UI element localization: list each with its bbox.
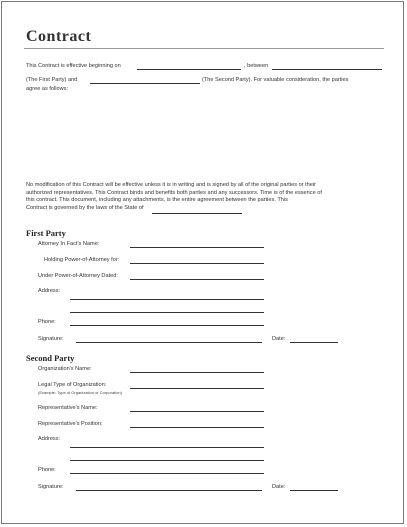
rep-name-field[interactable] <box>130 411 264 412</box>
poa-dated-label: Under Power-of-Attorney Dated: <box>38 273 118 279</box>
modification-line: Contract is governed by the laws of the State of <box>26 204 144 211</box>
holding-poa-label: Holding Power-of-Attorney for: <box>44 257 120 263</box>
first-signature-field[interactable] <box>76 342 262 343</box>
first-party-heading: First Party <box>26 228 66 238</box>
org-name-label: Organization's Name: <box>38 366 92 372</box>
second-signature-label: Signature: <box>38 484 64 490</box>
second-party-name-blank[interactable] <box>90 83 200 84</box>
title-divider <box>24 48 384 49</box>
first-date-label: Date: <box>272 336 286 342</box>
second-address-field-1[interactable] <box>70 447 264 448</box>
second-phone-field[interactable] <box>70 473 264 474</box>
first-date-field[interactable] <box>290 342 338 343</box>
attorney-name-label: Attorney In Fact's Name: <box>38 241 100 247</box>
page-title: Contract <box>26 28 92 45</box>
second-signature-field[interactable] <box>76 490 262 491</box>
rep-position-label: Representative's Position: <box>38 421 103 427</box>
intro-line1-start: This Contract is effective beginning on <box>26 63 121 69</box>
governing-state-blank[interactable] <box>152 213 242 214</box>
holding-poa-field[interactable] <box>130 263 264 264</box>
intro-line3: agree as follows: <box>26 86 68 92</box>
org-name-field[interactable] <box>130 372 264 373</box>
rep-name-label: Representative's Name: <box>38 405 98 411</box>
intro-line2-start: (The First Party) and <box>26 77 78 83</box>
second-party-heading: Second Party <box>26 353 75 363</box>
intro-line2-end: (The Second Party). For valuable consideration, the parties <box>202 77 349 83</box>
org-type-field[interactable] <box>130 388 264 389</box>
first-address-field-2[interactable] <box>70 312 264 313</box>
first-phone-label: Phone: <box>38 319 56 325</box>
effective-date-blank[interactable] <box>137 69 241 70</box>
modification-paragraph <box>26 182 381 212</box>
org-type-note: (Example: Type of Organization or Corporation) <box>38 390 122 395</box>
modification-line: No modification of this Contract will be effective unless it is in writing and is signed by all of the original parties or their <box>26 182 316 188</box>
first-signature-label: Signature: <box>38 336 64 342</box>
second-date-field[interactable] <box>290 490 338 491</box>
poa-dated-field[interactable] <box>130 279 264 280</box>
intro-line1-end: , between <box>244 63 269 69</box>
rep-position-field[interactable] <box>130 427 264 428</box>
modification-line: this contract. This document, including any attachments, is the entire agreement between the parties. This <box>26 197 288 204</box>
second-date-label: Date: <box>272 484 286 490</box>
first-phone-field[interactable] <box>70 325 264 326</box>
second-address-field-2[interactable] <box>70 460 264 461</box>
second-phone-label: Phone: <box>38 467 56 473</box>
org-type-label: Legal Type of Organization: <box>38 382 107 388</box>
contract-page <box>1 1 404 524</box>
modification-line: authorized representatives. This Contract binds and benefits both parties and any successors. Time is of the essence of <box>26 189 322 196</box>
attorney-name-field[interactable] <box>130 247 264 248</box>
first-party-name-blank[interactable] <box>272 69 382 70</box>
first-address-label: Address: <box>38 288 61 294</box>
second-address-label: Address: <box>38 436 61 442</box>
first-address-field-1[interactable] <box>70 299 264 300</box>
